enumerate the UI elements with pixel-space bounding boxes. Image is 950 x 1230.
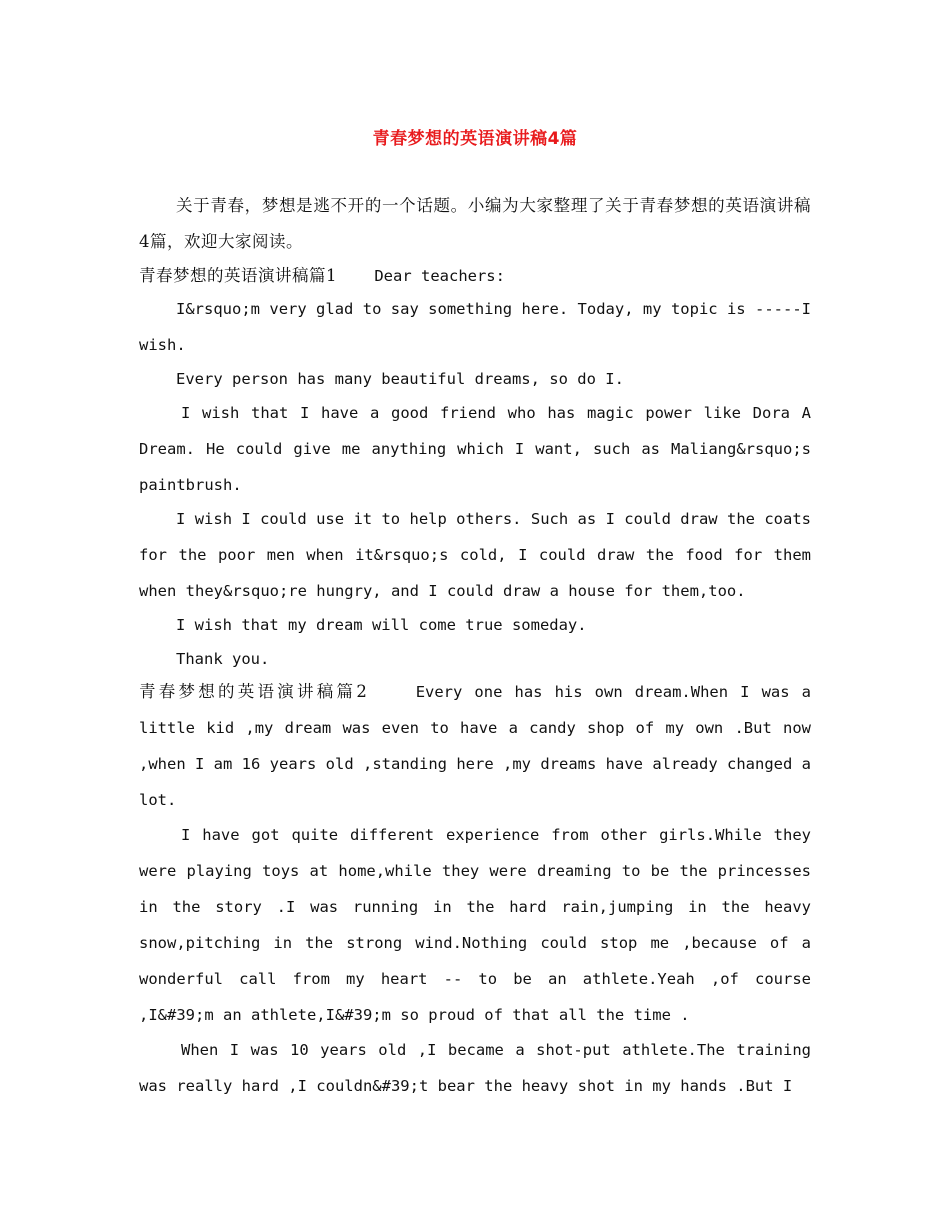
s1-paragraph-3: I wish that I have a good friend who has magic power like Dora A Dream. He could give me anything which I want, such as Maliang&rsquo;s paintbrush. xyxy=(139,404,811,494)
s1-paragraph-4: I wish I could use it to help others. Such as I could draw the coats for the poor men when it&rsquo;s cold, I could draw the food for them when they&rsquo;re hungry, and I could draw a house for them,too. xyxy=(139,510,811,600)
s2-paragraph-2: When I was 10 years old ,I became a shot-put athlete.The training was really hard ,I couldn&#39;t bear the heavy shot in my hands .But I xyxy=(139,1041,811,1095)
s1-paragraph-5: I wish that my dream will come true someday. xyxy=(176,616,587,634)
section1-heading-line xyxy=(139,258,811,294)
section2-first-paragraph: Every one has his own dream.When I was a little kid ,my dream was even to have a candy shop of my own .But now ,when I am 16 years old ,standing here ,my dreams have already changed a lot. xyxy=(139,683,812,809)
section1-salutation: Dear teachers: xyxy=(374,267,505,285)
s1-paragraph-1: I&rsquo;m very glad to say something here. Today, my topic is -----I wish. xyxy=(139,300,811,354)
section1-heading: 青春梦想的英语演讲稿篇1 xyxy=(139,266,337,285)
section2-heading-line xyxy=(139,674,811,818)
document-title: 青春梦想的英语演讲稿4篇 xyxy=(372,129,578,149)
intro-paragraph xyxy=(139,188,811,260)
s1-paragraph-6: Thank you. xyxy=(176,650,270,668)
s2-paragraph-1: I have got quite different experience from other girls.While they were playing toys at home,while they were dreaming to be the princesses in the story .I was running in the hard rain,jumping in the heavy snow,pitching in the strong wind.Nothing could stop me ,because of a wonderful call from my heart -- to be an athlete.Yeah ,of course ,I&#39;m an athlete,I&#39;m so proud of that all the time . xyxy=(139,826,811,1024)
s1-paragraph-2: Every person has many beautiful dreams, so do I. xyxy=(176,370,624,388)
intro-text: 关于青春，梦想是逃不开的一个话题。小编为大家整理了关于青春梦想的英语演讲稿4篇，欢迎大家阅读。 xyxy=(139,196,811,251)
section2-heading: 青春梦想的英语演讲稿篇2 xyxy=(139,682,368,701)
